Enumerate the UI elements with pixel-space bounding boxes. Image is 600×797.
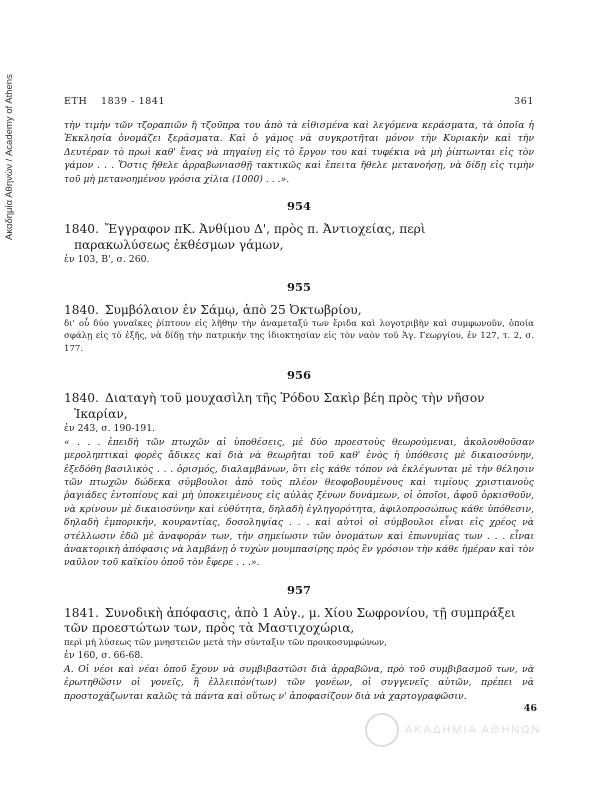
entry-year: 1841. [64, 605, 99, 620]
archive-stamp: Ακαδημία Αθηνών / Academy of Athens [4, 74, 15, 240]
entry-source: ἐν 243, σ. 190-191. [64, 423, 156, 435]
entry-957 [64, 583, 534, 703]
entry-heading [64, 222, 534, 253]
entry-note: δι' οὗ δύο γυναῖκες ῥίπτουν εἰς λῆθην τὴν ἀναμεταξύ των ἔριδα καὶ λογοτριβὴν καὶ συμφωνοῦν, ὁποία σφάλῃ εἰς τὸ ἑξῆς, νὰ δίδῃ τὴν πατρικήν της ἰδιοκτησίαν εἰς τὸν ναὸν τοῦ Ἁγ. Γεωργίου, ἐν 127, τ. 2, σ. 177. [64, 319, 534, 354]
entry-heading-line1: Ἔγγραφον πΚ. Ἀνθίμου Δ', πρὸς π. Ἀντιοχείας, περὶ [104, 222, 426, 237]
entry-number: 957 [286, 582, 311, 597]
entry-heading-line1: Συμβόλαιον ἐν Σάμῳ, ἀπὸ 25 Ὀκτωβρίου, [104, 302, 362, 317]
running-years: 1839 - 1841 [100, 96, 166, 107]
running-head [64, 96, 534, 107]
entry-year: 1840. [64, 222, 99, 237]
entry-954 [64, 199, 534, 267]
entry-heading-line1: Διαταγὴ τοῦ μουχασὶλη τῆς Ῥόδου Σακὶρ βέη πρὸς τὴν νῆσον [104, 391, 485, 406]
entry-quote: « . . . ἐπειδὴ τῶν πτωχῶν αἱ ὑποθέσεις, μὲ δύο προεστοὺς θεωρούμεναι, ἀκολουθοῦσαν μεροληπτικαὶ φορὲς ἄδικες καὶ διὰ νὰ θεωρῆται τοῦ καθ' ἑνὸς ἡ ὑπόθεσις μὲ δικαιοσύνην, ἐξεδόθη βασιλικὸς . . . ὁρισμός, διαλαμβάνων, ὅτι εἰς κάθε τόπον νὰ ἐκλέγωνται μὲ τὴν θέλησιν τῶν πτωχῶν δώδεκα σύμβουλοι ἀπὸ τοὺς πλέον θεοφοβουμένους καὶ τιμίους χριστιανοὺς ῥαγιάδες ἐντοπίους καὶ μὴ ὑποκειμένους εἰς αὐλὰς ξένων δυνάμεων, οἱ ὁποῖοι, ἀφοῦ ὁρκισθοῦν, νὰ κρίνουν μὲ δικαιοσύνην καὶ εὐθύτητα, δηλαδὴ ἐγληγορότητα, ἀφιλοπροσώπως κάθε ὑπόθεσιν, δηλαδὴ ἐμπορικήν, κουραντίας, δοσοληψίας . . . καὶ αὐτοὶ οἱ σύμβουλοι εἶναι εἰς χρέος νὰ στέλλωσιν ἐδῶ μὲ ἀναφοράν των, τὴν σημείωσιν τῶν ὀνομάτων καὶ ἐπωνυμίας των . . . εἶναι ἀνακτορικὴ ἀπόφασις νὰ λαμβάνῃ ὁ τυχὼν μουμπασίρης πρὸς ἓν γρόσιον τὴν κάθε ἡμέραν καὶ τὸν ναῦλον τοῦ καϊκίου ὁποῦ τὸν ἔφερε . . .». [64, 436, 535, 569]
entry-heading-line1: Συνοδικὴ ἀπόφασις, ἀπὸ 1 Αὐγ., μ. Χίου Σωφρονίου, τῇ συμπράξει τῶν προεστώτων των, πρὸς τὰ Μαστιχοχώρια, [64, 605, 516, 636]
seal-icon [365, 713, 399, 747]
continuation-quote: τὴν τιμὴν τῶν τζοραπιῶν ἤ τζοῦπρα του ἀπὸ τὰ εἰθισμένα καὶ λεγόμενα κεράσματα, τὰ ὁποῖα ἡ Ἐκκλησία ὀνομάζει ξεράσματα. Καὶ ὁ γάμος νὰ συγκροτῆται μόνον τὴν Κυριακὴν καὶ τὴν Δευτέραν τὸ πρωὶ καθ' ἕνας νὰ πηγαίνῃ εἰς τὸ ἔργον του καὶ τυφέκια νὰ μὴ ῥίπτωνται εἰς τὸν γάμον . . . Ὅστις ἤθελε ἀρραβωνιασθῇ τακτικῶς καὶ ἔπειτα ἤθελε μετανοήσῃ, νὰ δίδῃ εἰς τιμὴν τοῦ μὴ μετανοημένου γρόσια χίλια (1000) . . .». [64, 120, 534, 185]
entry-heading [64, 303, 534, 319]
entry-year: 1840. [64, 302, 99, 317]
entry-heading [64, 606, 534, 637]
entry-number: 954 [286, 199, 311, 214]
entry-956 [64, 368, 534, 570]
entry-heading-line2: Ἰκαρίαν, [74, 406, 128, 421]
entry-heading-line2: παρακωλύσεως ἐκθέσμων γάμων, [74, 237, 284, 252]
entry-955 [64, 280, 534, 356]
running-title: ΕΤΗ [64, 96, 88, 107]
entry-year: 1840. [64, 391, 99, 406]
watermark-text: ΑΚΑΔΗΜΙΑ ΑΘΗΝΩΝ [405, 724, 542, 736]
entry-number: 955 [286, 279, 311, 294]
entry-quote: Α. Οἱ νέοι καὶ νέαι ὁποῦ ἔχουν νὰ συμβιβαστῶσι διὰ ἀρραβῶνα, πρὸ τοῦ συμβιβασμοῦ των, νὰ ἐρωτηθῶσιν οἱ γονεῖς, ἢ ἐλλειπόν(των) τῶν γονέων, οἱ συγγενεῖς αὐτῶν, πρέπει νὰ προστοχάζωνται καλῶς τὰ πάντα καὶ οὕτως ν' ἀποφασίζουν διὰ νὰ χαρτογραφῶσιν. [64, 663, 534, 702]
entry-number: 956 [286, 368, 311, 383]
entry-source: ἐν 103, Β', σ. 260. [64, 254, 150, 266]
entry-note: περὶ μὴ λύσεως τῶν μνηστειῶν μετὰ τὴν σύνταξιν τῶν προικοσυμφώνων, [64, 637, 387, 648]
page-content [64, 96, 534, 703]
page-number: 361 [514, 96, 534, 107]
academy-watermark [365, 712, 570, 748]
entry-source: ἐν 160, σ. 66-68. [64, 650, 144, 662]
signature-mark: 46 [523, 703, 537, 714]
entry-heading [64, 391, 534, 422]
